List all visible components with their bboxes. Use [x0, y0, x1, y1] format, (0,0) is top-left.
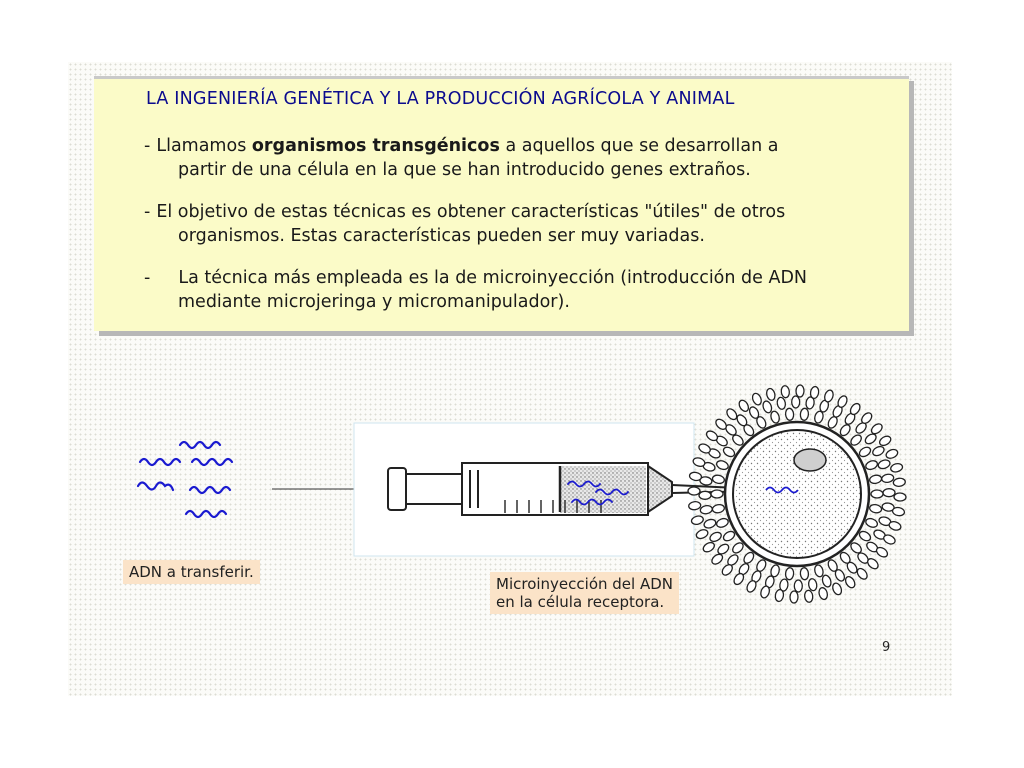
corona-cell: [813, 564, 824, 578]
caption-dna: ADN a transferir.: [123, 560, 260, 584]
corona-cell: [890, 462, 904, 473]
corona-cell: [892, 507, 905, 517]
corona-cell: [810, 386, 820, 399]
slide-title: LA INGENIERÍA GENÉTICA Y LA PRODUCCIÓN AGRÍCOLA Y ANIMAL: [146, 89, 735, 109]
corona-cell: [722, 530, 736, 543]
bullet-3-line-1: La técnica más empleada es la de microinyección (introducción de ADN: [178, 268, 808, 288]
page-number: 9: [882, 640, 891, 655]
corona-cell: [762, 400, 773, 414]
corona-cell: [878, 434, 892, 447]
corona-cell: [821, 574, 832, 588]
corona-cell: [893, 478, 906, 487]
bullet-dash: -: [144, 136, 151, 156]
corona-cell: [751, 392, 763, 406]
corona-cell: [800, 567, 809, 580]
corona-cell: [702, 541, 716, 554]
corona-cell: [869, 504, 882, 514]
corona-cell: [776, 397, 786, 410]
corona-cell: [737, 399, 750, 413]
corona-cell: [881, 473, 894, 483]
bullet-1-text-end: a aquellos que se desarrollan a: [505, 136, 779, 156]
caption-microinjection: [490, 572, 679, 614]
corona-cell: [796, 385, 804, 397]
corona-cell: [865, 459, 879, 471]
corona-cell: [695, 528, 709, 540]
corona-cell: [818, 587, 829, 601]
corona-cell: [703, 518, 717, 529]
corona-cell: [792, 396, 800, 408]
corona-cell: [871, 445, 885, 458]
bullet-1-line-2: partir de una célula en la que se han introducido genes extraños.: [178, 160, 751, 180]
corona-cell: [711, 490, 723, 498]
corona-cell: [883, 489, 895, 497]
corona-cell: [804, 590, 813, 603]
corona-cell: [700, 505, 713, 515]
corona-cell: [765, 388, 776, 402]
corona-cell: [722, 445, 736, 458]
corona-cell: [785, 567, 794, 580]
dna-strand: [190, 487, 230, 493]
caption-microinjection-line-1: Microinyección del ADN: [496, 575, 673, 593]
corona-cell: [869, 474, 882, 484]
corona-cell: [808, 578, 818, 591]
dna-strand: [138, 483, 173, 491]
corona-cell: [858, 445, 872, 458]
corona-cell: [688, 487, 700, 495]
corona-cell: [894, 493, 906, 501]
corona-cell: [774, 589, 784, 602]
dna-strand: [140, 459, 180, 465]
bullet-3-line-2: mediante microjeringa y micromanipulador).: [178, 292, 570, 312]
corona-cell: [699, 491, 711, 499]
bullet-dash: -: [144, 202, 151, 222]
corona-cell: [800, 408, 809, 421]
corona-cell: [871, 490, 883, 498]
corona-cell: [831, 582, 843, 596]
corona-cell: [858, 530, 872, 543]
corona-cell: [770, 410, 781, 424]
bullet-2-line-2: organismos. Estas características pueden ser muy variadas.: [178, 226, 705, 246]
dna-strand: [186, 511, 226, 517]
corona-cell: [844, 575, 857, 589]
corona-cell: [715, 517, 729, 529]
bullet-1-text-start: Llamamos: [156, 136, 247, 156]
corona-cell: [794, 580, 802, 592]
corona-cell: [712, 474, 725, 484]
corona-cell: [865, 517, 879, 529]
bullet-1-bold-term: organismos transgénicos: [251, 136, 500, 156]
egg-cell: [688, 385, 906, 603]
corona-cell: [715, 459, 729, 471]
corona-cell: [708, 531, 722, 544]
corona-cell: [712, 504, 725, 514]
corona-cell: [790, 591, 798, 603]
dna-strands: [138, 442, 232, 517]
corona-cell: [785, 408, 794, 421]
caption-microinjection-line-2: en la célula receptora.: [496, 593, 665, 611]
dna-strand: [192, 459, 232, 465]
bullet-2-line-1: El objetivo de estas técnicas es obtener características "útiles" de otros: [156, 202, 786, 222]
dna-strand: [180, 442, 220, 448]
corona-cell: [885, 448, 899, 460]
nucleus: [794, 449, 826, 471]
corona-cell: [877, 459, 891, 470]
corona-cell: [781, 385, 790, 398]
bullet-dash: -: [144, 268, 151, 288]
